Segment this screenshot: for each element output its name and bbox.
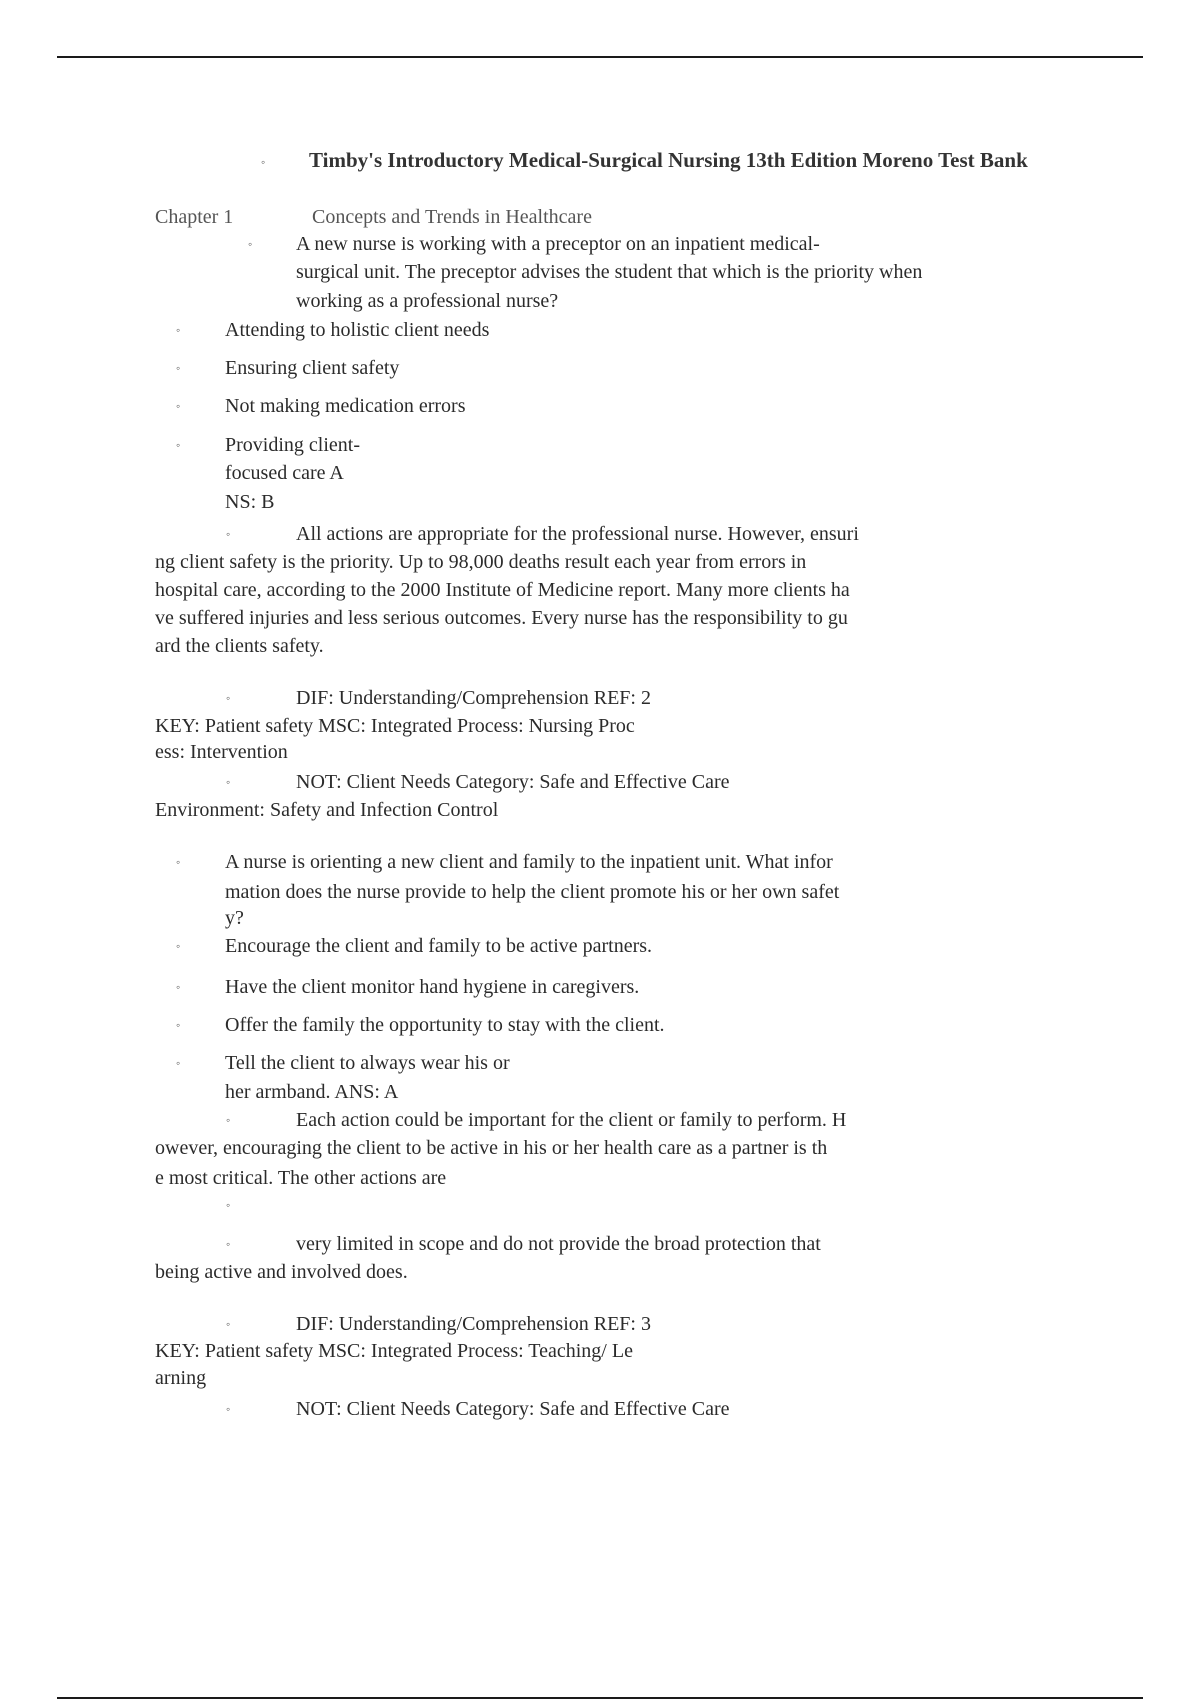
q2-option-d: Tell the client to always wear his or [225,1052,510,1074]
q2-rationale-line: e most critical. The other actions are [155,1167,447,1189]
q1-rationale-line: ard the clients safety. [155,635,324,657]
q2-option-c: Offer the family the opportunity to stay with the client. [225,1014,665,1036]
bullet: ◦ [226,1113,231,1127]
bullet: ◦ [226,691,231,705]
q1-option-d: Providing client- [225,434,360,456]
q2-key-msc-cont: arning [155,1367,207,1389]
bullet: ◦ [248,237,253,251]
q2-rationale-line: very limited in scope and do not provide the broad protection that [296,1233,821,1255]
chapter-name: Concepts and Trends in Healthcare [312,206,592,228]
bullet: ◦ [226,775,231,789]
q1-rationale-line: ve suffered injuries and less serious outcomes. Every nurse has the responsibility to gu [155,607,848,629]
bullet: ◦ [176,1056,181,1070]
bullet: ◦ [176,855,181,869]
q1-option-cont: focused care A [225,462,344,484]
bullet: ◦ [226,1237,231,1251]
q1-option-c: Not making medication errors [225,395,466,417]
q1-rationale-line: All actions are appropriate for the professional nurse. However, ensuri [296,523,859,545]
q1-rationale-line: ng client safety is the priority. Up to 98,000 deaths result each year from errors in [155,551,807,573]
q1-not-cont: Environment: Safety and Infection Control [155,799,499,821]
bottom-rule [57,1697,1143,1699]
q1-option-a: Attending to holistic client needs [225,319,490,341]
q1-question-line: surgical unit. The preceptor advises the student that which is the priority when [296,261,923,283]
q2-rationale-line: Each action could be important for the client or family to perform. H [296,1109,847,1131]
document-title: Timby's Introductory Medical-Surgical Nursing 13th Edition Moreno Test Bank [309,148,1028,172]
bullet: ◦ [176,980,181,994]
bullet: ◦ [226,1402,231,1416]
bullet: ◦ [176,399,181,413]
bullet: ◦ [176,438,181,452]
q1-dif-ref: DIF: Understanding/Comprehension REF: 2 [296,687,651,709]
top-rule [57,56,1143,58]
bullet: ◦ [226,1317,231,1331]
chapter-number: Chapter 1 [155,206,234,228]
q1-key-msc: KEY: Patient safety MSC: Integrated Process: Nursing Proc [155,715,635,737]
q1-question-line: working as a professional nurse? [296,290,559,312]
bullet: ◦ [261,155,266,169]
bullet: ◦ [226,1198,231,1212]
q2-question-line: mation does the nurse provide to help the client promote his or her own safet [225,881,840,903]
q2-rationale-line: being active and involved does. [155,1261,408,1283]
q2-option-a: Encourage the client and family to be active partners. [225,935,653,957]
q2-not: NOT: Client Needs Category: Safe and Effective Care [296,1398,730,1420]
q2-option-b: Have the client monitor hand hygiene in caregivers. [225,976,640,998]
q2-dif-ref: DIF: Understanding/Comprehension REF: 3 [296,1313,651,1335]
q2-answer: her armband. ANS: A [225,1081,399,1103]
q2-question-line: A nurse is orienting a new client and family to the inpatient unit. What infor [225,851,833,873]
q2-key-msc: KEY: Patient safety MSC: Integrated Process: Teaching/ Le [155,1340,633,1362]
q2-question-line: y? [225,907,244,929]
q1-answer: NS: B [225,491,275,513]
bullet: ◦ [176,323,181,337]
q1-not: NOT: Client Needs Category: Safe and Effective Care [296,771,730,793]
q1-key-msc-cont: ess: Intervention [155,741,288,763]
bullet: ◦ [226,527,231,541]
bullet: ◦ [176,1018,181,1032]
q1-option-b: Ensuring client safety [225,357,400,379]
q1-question-line: A new nurse is working with a preceptor on an inpatient medical- [296,233,820,255]
bullet: ◦ [176,939,181,953]
q2-rationale-line: owever, encouraging the client to be active in his or her health care as a partner is th [155,1137,828,1159]
q1-rationale-line: hospital care, according to the 2000 Institute of Medicine report. Many more clients ha [155,579,850,601]
bullet: ◦ [176,361,181,375]
